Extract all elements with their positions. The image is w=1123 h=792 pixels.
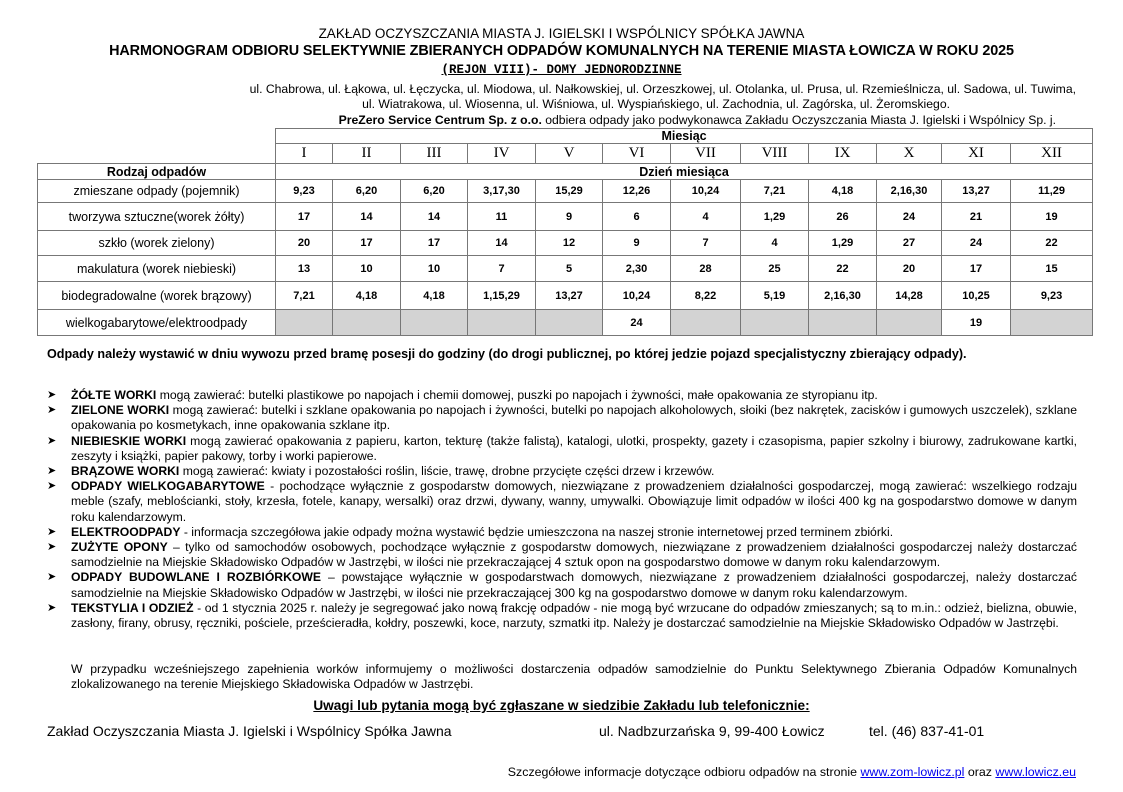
table-row bbox=[38, 256, 1093, 282]
info-text: - od 1 stycznia 2025 r. należy je segregować jako nową frakcję odpadów - nie mogą być wrzucane do odpadów zmieszanych; są to m.in.: odzież, bielizna, obuwie, zasłony, firany, obrusy, ręczniki, pościele, prześcieradła, kołdry, poszewki, koce, narzuty, szmatki itp. Należy je dostarczać samodzielnie na Miejskie Składowisko Odpadów w Jastrzębi. bbox=[71, 600, 1077, 631]
list-item bbox=[47, 464, 1077, 479]
info-heading: ODPADY WIELKOGABARYTOWE bbox=[71, 479, 265, 494]
day-cell: 5 bbox=[536, 256, 603, 282]
day-cell: 21 bbox=[942, 203, 1011, 231]
day-cell: 7 bbox=[671, 231, 741, 256]
table-row bbox=[38, 282, 1093, 310]
day-cell: 13,27 bbox=[536, 282, 603, 310]
schedule-table bbox=[37, 128, 1093, 336]
day-cell bbox=[536, 310, 603, 336]
contractor-note bbox=[150, 113, 1056, 127]
day-cell: 1,29 bbox=[809, 231, 877, 256]
day-cell: 4,18 bbox=[333, 282, 401, 310]
day-cell bbox=[401, 310, 468, 336]
early-note: W przypadku wcześniejszego zapełnienia worków informujemy o możliwości dostarczenia odpadów samodzielnie do Punktu Selektywnego Zbierania Odpadów Komunalnych zlokalizowanego na terenie Miejskiego Składowiska Odpadów w Jastrzębi. bbox=[71, 662, 1077, 692]
arrow-bullet-icon: ➤ bbox=[47, 525, 57, 538]
more-info bbox=[0, 765, 1076, 779]
info-heading: NIEBIESKIE WORKI bbox=[71, 433, 187, 448]
day-cell bbox=[276, 310, 333, 336]
day-cell bbox=[333, 310, 401, 336]
questions-heading: Uwagi lub pytania mogą być zgłaszane w siedzibie Zakładu lub telefonicznie: bbox=[313, 698, 810, 713]
day-cell: 9,23 bbox=[276, 180, 333, 203]
day-cell: 17 bbox=[276, 203, 333, 231]
info-heading: ŻÓŁTE WORKI bbox=[71, 388, 157, 402]
day-cell: 10,24 bbox=[671, 180, 741, 203]
month-3: III bbox=[401, 144, 468, 164]
day-cell: 19 bbox=[942, 310, 1011, 336]
day-cell: 11,29 bbox=[1011, 180, 1093, 203]
info-text: - informacja szczegółowa jakie odpady można wystawić będzie umieszczona na naszej stronie internetowej przed terminem zbiórki. bbox=[180, 524, 894, 539]
day-cell: 19 bbox=[1011, 203, 1093, 231]
list-item bbox=[47, 540, 1077, 570]
day-cell: 17 bbox=[942, 256, 1011, 282]
list-item bbox=[47, 403, 1077, 433]
day-cell: 10 bbox=[401, 256, 468, 282]
month-9: IX bbox=[809, 144, 877, 164]
info-text: mogą zawierać: kwiaty i pozostałości roślin, liście, trawę, drobne przycięte części drzew i krzewów. bbox=[179, 464, 715, 479]
blank-corner bbox=[38, 129, 276, 144]
day-cell: 6 bbox=[603, 203, 671, 231]
arrow-bullet-icon: ➤ bbox=[47, 465, 57, 478]
info-text: – tylko od samochodów osobowych, pochodzące wyłącznie z gospodarstw domowych, niezwiązane z prowadzeniem działalności gospodarczej należy dostarczać samodzielnie na Miejskie Składowisko Odpadów w Jastrzębi, w ilości nie przekraczającej 4 sztuk opon na gospodarstwo domowe w danym roku kalendarzowym. bbox=[71, 540, 1077, 570]
streets-line-2: ul. Wiatrakowa, ul. Wiosenna, ul. Wiśniowa, ul. Wyspiańskiego, ul. Zachodnia, ul. Zagórska, ul. Żeromskiego. bbox=[362, 97, 950, 111]
day-cell: 9 bbox=[603, 231, 671, 256]
info-text: - pochodzące wyłącznie z gospodarstw domowych, niezwiązane z prowadzeniem działalności gospodarczej, mogą zawierać: wszelkiego rodzaju meble (szafy, meblościanki, stoły, krzesła, fotele, kanapy, wersalki) oraz drzwi, dywany, wanny, umywalki. Obowiązuje limit odpadów w ilości 400 kg na gospodarstwo domowe w danym roku kalendarzowym. bbox=[71, 479, 1077, 524]
day-cell: 14,28 bbox=[877, 282, 942, 310]
arrow-bullet-icon: ➤ bbox=[47, 571, 57, 584]
day-cell: 1,15,29 bbox=[468, 282, 536, 310]
day-cell: 6,20 bbox=[333, 180, 401, 203]
month-11: XI bbox=[942, 144, 1011, 164]
day-cell: 20 bbox=[276, 231, 333, 256]
info-heading: ZUŻYTE OPONY bbox=[71, 540, 168, 555]
waste-type-label: zmieszane odpady (pojemnik) bbox=[38, 180, 276, 203]
arrow-bullet-icon: ➤ bbox=[47, 541, 57, 554]
month-6: VI bbox=[603, 144, 671, 164]
month-5: V bbox=[536, 144, 603, 164]
waste-type-label: tworzywa sztuczne(worek żółty) bbox=[38, 203, 276, 231]
info-heading: ELEKTROODPADY bbox=[71, 524, 181, 539]
day-header: Dzień miesiąca bbox=[276, 164, 1093, 180]
day-cell: 15 bbox=[1011, 256, 1093, 282]
month-7: VII bbox=[671, 144, 741, 164]
streets-line-1: ul. Chabrowa, ul. Łąkowa, ul. Łęczycka, ul. Miodowa, ul. Nałkowskiej, ul. Orzeszkowej, ul. Otolanka, ul. Prusa, ul. Rzemieślnicza, ul. Sadowa, ul. Tuwima, bbox=[249, 82, 1076, 96]
table-row bbox=[38, 180, 1093, 203]
day-cell: 1,29 bbox=[741, 203, 809, 231]
day-cell: 7,21 bbox=[741, 180, 809, 203]
day-cell: 6,20 bbox=[401, 180, 468, 203]
day-cell: 27 bbox=[877, 231, 942, 256]
day-cell: 9,23 bbox=[1011, 282, 1093, 310]
day-cell bbox=[877, 310, 942, 336]
footer-company-name: Zakład Oczyszczania Miasta J. Igielski i Wspólnicy Spółka Jawna bbox=[47, 723, 452, 739]
day-cell bbox=[468, 310, 536, 336]
company-title: ZAKŁAD OCZYSZCZANIA MIASTA J. IGIELSKI I WSPÓLNICY SPÓŁKA JAWNA bbox=[318, 26, 805, 41]
list-item bbox=[47, 434, 1077, 464]
day-cell: 17 bbox=[401, 231, 468, 256]
day-cell: 2,16,30 bbox=[809, 282, 877, 310]
info-heading: ODPADY BUDOWLANE I ROZBIÓRKOWE bbox=[71, 570, 322, 585]
day-cell: 10,25 bbox=[942, 282, 1011, 310]
arrow-bullet-icon: ➤ bbox=[47, 480, 57, 493]
month-10: X bbox=[877, 144, 942, 164]
day-cell bbox=[741, 310, 809, 336]
day-cell: 8,22 bbox=[671, 282, 741, 310]
schedule-title: HARMONOGRAM ODBIORU SELEKTYWNIE ZBIERANYCH ODPADÓW KOMUNALNYCH NA TERENIE MIASTA ŁOWICZA W ROKU 2025 bbox=[109, 43, 1014, 59]
day-cell: 4,18 bbox=[401, 282, 468, 310]
waste-type-label: makulatura (worek niebieski) bbox=[38, 256, 276, 282]
info-list bbox=[47, 388, 1077, 631]
arrow-bullet-icon: ➤ bbox=[47, 404, 57, 417]
list-item bbox=[47, 479, 1077, 525]
arrow-bullet-icon: ➤ bbox=[47, 389, 57, 401]
day-cell: 7 bbox=[468, 256, 536, 282]
list-item bbox=[47, 601, 1077, 631]
day-cell: 4,18 bbox=[809, 180, 877, 203]
day-cell: 14 bbox=[401, 203, 468, 231]
day-cell bbox=[1011, 310, 1093, 336]
day-cell: 24 bbox=[603, 310, 671, 336]
month-4: IV bbox=[468, 144, 536, 164]
day-cell: 5,19 bbox=[741, 282, 809, 310]
waste-type-label: szkło (worek zielony) bbox=[38, 231, 276, 256]
contractor-text: odbiera odpady jako podwykonawca Zakładu Oczyszczania Miasta J. Igielski i Wspólnicy Sp. j. bbox=[541, 113, 1056, 127]
day-cell: 2,16,30 bbox=[877, 180, 942, 203]
day-cell: 7,21 bbox=[276, 282, 333, 310]
day-cell: 12,26 bbox=[603, 180, 671, 203]
contractor-name: PreZero Service Centrum Sp. z o.o. bbox=[338, 113, 542, 127]
region-title: (REJON VIII)- DOMY JEDNORODZINNE bbox=[441, 63, 682, 77]
day-cell: 4 bbox=[671, 203, 741, 231]
zom-lowicz-link[interactable]: www.zom-lowicz.pl bbox=[860, 765, 965, 779]
more-info-conj: oraz bbox=[964, 765, 996, 779]
more-info-text: Szczegółowe informacje dotyczące odbioru odpadów na stronie bbox=[507, 765, 861, 779]
day-cell: 17 bbox=[333, 231, 401, 256]
day-cell: 4 bbox=[741, 231, 809, 256]
notice: Odpady należy wystawić w dniu wywozu przed bramę posesji do godziny (do drogi publicznej, po której jedzie pojazd specjalistyczny zbierający odpady). bbox=[47, 347, 967, 361]
info-heading: ZIELONE WORKI bbox=[71, 403, 170, 418]
table-row bbox=[38, 310, 1093, 336]
month-1: I bbox=[276, 144, 333, 164]
day-cell: 9 bbox=[536, 203, 603, 231]
waste-type-label: wielkogabarytowe/elektroodpady bbox=[38, 310, 276, 336]
day-cell: 22 bbox=[1011, 231, 1093, 256]
month-12: XII bbox=[1011, 144, 1093, 164]
day-cell: 24 bbox=[877, 203, 942, 231]
month-header: Miesiąc bbox=[276, 129, 1093, 144]
info-text: – powstające wyłącznie w gospodarstwach domowych, niezwiązane z prowadzeniem działalności gospodarczej, należy dostarczać samodzielnie na Miejskie Składowisko Odpadów w Jastrzębi, w ilości nie przekraczającej 300 kg na gospodarstwo domowe w danym roku kalendarzowym. bbox=[71, 570, 1077, 600]
day-cell: 14 bbox=[333, 203, 401, 231]
info-text: mogą zawierać: butelki plastikowe po napojach i chemii domowej, puszki po napojach i żywności, małe opakowania ze styropianu itp. bbox=[156, 388, 878, 402]
list-item bbox=[47, 525, 1077, 540]
info-text: mogą zawierać: butelki i szklane opakowania po napojach i żywności, butelki po napojach alkoholowych, słoiki (bez nakrętek, zacisków i gumowych uszczelek), szklane opakowania po kosmetykach, inne opakowania szklane itp. bbox=[71, 403, 1077, 433]
month-2: II bbox=[333, 144, 401, 164]
lowicz-link[interactable]: www.lowicz.eu bbox=[995, 765, 1076, 779]
roman-months-row bbox=[38, 144, 1093, 164]
day-cell: 11 bbox=[468, 203, 536, 231]
type-header-row bbox=[38, 164, 1093, 180]
footer-phone: tel. (46) 837-41-01 bbox=[869, 723, 985, 739]
info-heading: BRĄZOWE WORKI bbox=[71, 464, 180, 479]
month-8: VIII bbox=[741, 144, 809, 164]
day-cell: 3,17,30 bbox=[468, 180, 536, 203]
day-cell: 20 bbox=[877, 256, 942, 282]
day-cell: 2,30 bbox=[603, 256, 671, 282]
blank-corner-2 bbox=[38, 144, 276, 164]
day-cell: 13,27 bbox=[942, 180, 1011, 203]
day-cell bbox=[671, 310, 741, 336]
list-item bbox=[47, 570, 1077, 600]
footer-address: ul. Nadbzurzańska 9, 99-400 Łowicz bbox=[599, 723, 825, 739]
day-cell: 12 bbox=[536, 231, 603, 256]
info-text: mogą zawierać opakowania z papieru, karton, tekturę (także falistą), katalogi, ulotki, prospekty, gazety i czasopisma, papier szkolny i biurowy, zadrukowane kartki, zeszyty i książki, papier pakowy, torby i worki papierowe. bbox=[71, 433, 1077, 463]
info-heading: TEKSTYLIA I ODZIEŻ bbox=[71, 600, 194, 615]
day-cell: 22 bbox=[809, 256, 877, 282]
arrow-bullet-icon: ➤ bbox=[47, 601, 57, 614]
day-cell: 10,24 bbox=[603, 282, 671, 310]
day-cell: 26 bbox=[809, 203, 877, 231]
table-row bbox=[38, 203, 1093, 231]
waste-type-label: biodegradowalne (worek brązowy) bbox=[38, 282, 276, 310]
list-item bbox=[47, 388, 1077, 403]
arrow-bullet-icon: ➤ bbox=[47, 434, 57, 447]
day-cell: 10 bbox=[333, 256, 401, 282]
day-cell: 13 bbox=[276, 256, 333, 282]
day-cell bbox=[809, 310, 877, 336]
table-row bbox=[38, 231, 1093, 256]
day-cell: 15,29 bbox=[536, 180, 603, 203]
month-header-row bbox=[38, 129, 1093, 144]
day-cell: 14 bbox=[468, 231, 536, 256]
waste-type-header: Rodzaj odpadów bbox=[38, 164, 276, 180]
day-cell: 24 bbox=[942, 231, 1011, 256]
day-cell: 25 bbox=[741, 256, 809, 282]
day-cell: 28 bbox=[671, 256, 741, 282]
